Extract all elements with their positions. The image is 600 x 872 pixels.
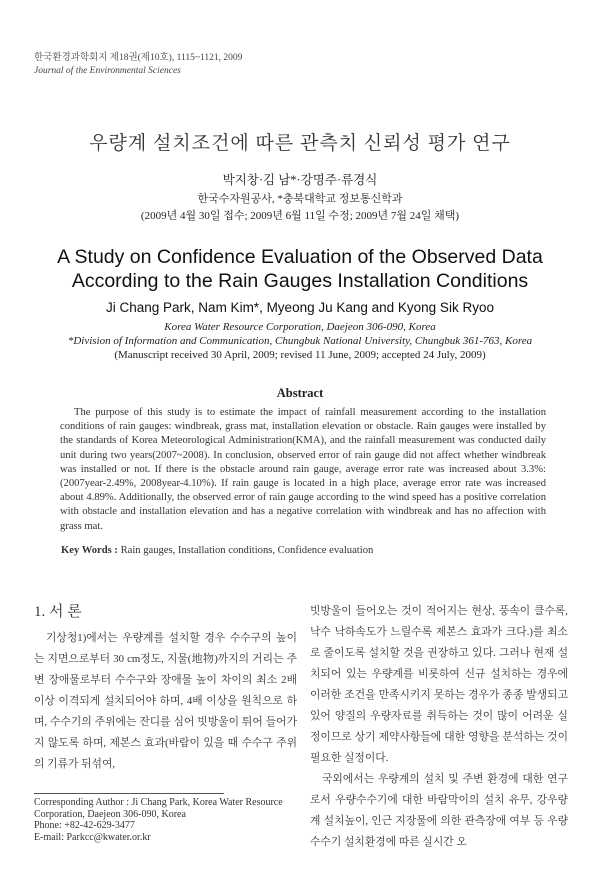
journal-citation: 한국환경과학회지 제18권(제10호), 1115~1121, 2009	[34, 53, 243, 63]
english-title-line-1: A Study on Confidence Evaluation of the Observed Data	[57, 246, 543, 268]
correspondence	[34, 797, 304, 843]
korean-authors: 박지창·김 남*·강명주·류경식	[222, 173, 378, 187]
korean-affiliation: 한국수자원공사, *충북대학교 정보통신학과	[197, 193, 403, 205]
footnote-rule	[34, 793, 224, 794]
english-title	[0, 245, 600, 293]
english-title-line-2: According to the Rain Gauges Installation Conditions	[71, 270, 529, 292]
english-affiliation	[0, 320, 600, 348]
correspondence-phone: Phone: +82-42-629-3477	[34, 820, 135, 831]
journal-header	[34, 52, 242, 78]
right-column-paragraph-1: 빗방울이 들어오는 것이 적어지는 현상, 풍속이 클수록, 낙수 낙하속도가 느릴수록 제본스 효과가 크다.)를 최소로 줄이도록 설치할 것을 권장하고 있다. 그러나 현재 설치되어 있는 우량계를 비롯하여 신규 설치하는 경우에 이러한 조건을 만족시키지 못하는 경우가 종종 발생되고 있어 양질의 우량자료를 취득하는 것이 많이 어려운 실정이므로 상기 제약사항들에 대한 영향을 분석하는 것이 필요한 실정이다.	[310, 605, 568, 764]
journal-name: Journal of the Environmental Sciences	[34, 66, 181, 76]
affiliation-1: Korea Water Resource Corporation, Daejeon 306-090, Korea	[164, 321, 436, 333]
keywords-label: Key Words :	[61, 545, 118, 556]
abstract-heading: Abstract	[276, 386, 324, 400]
keywords-value: Rain gauges, Installation conditions, Confidence evaluation	[120, 545, 374, 556]
korean-title: 우량계 설치조건에 따른 관측치 신뢰성 평가 연구	[89, 133, 511, 154]
left-column-text: 기상청1)에서는 우량계를 설치할 경우 수수구의 높이는 지면으로부터 30 cm정도, 지물(地物)까지의 거리는 주변 장애물로부터 수수구와 장애물 높이 차이의 최소 2배 이상 이격되게 설치되어야 하며, 4배 이상을 원칙으로 하며, 수수기의 주위에는 잔디를 심어 빗방울이 튀어 들어가지 않도록 하며, 제본스 효과(바람이 있을 때 수수구 주위의 기류가 뒤섞여,	[34, 632, 297, 770]
correspondence-author: Corresponding Author : Ji Chang Park, Korea Water Resource Corporation, Daejeon 306-090, Korea	[34, 797, 283, 820]
affiliation-2: *Division of Information and Communication, Chungbuk National University, Chungbuk 361-763, Korea	[67, 335, 533, 347]
abstract-text: The purpose of this study is to estimate the impact of rainfall measurement according to the installation conditions of rain gauges: windbreak, grass mat, installation elevation or obstacle. Rain gauges were installed by the standards of Korea Meteorological Administration(KMA), and the rainfall measurement was conducted daily unit during two years(2007~2008). In conclusion, observed error of rain gauge did not affect whether windbreak was installed or not. If there is the obstacle around rain gauge, average error rate was increased about 3.3%: (2007year-2.49%, 2008year-4.10%). If rain gauge is located in a high place, average error rate was increased about 4.89%. Additionally, the observed error of rain gauge according to the wind speed has a positive correlation with obstacle and installation elevation and has a negative correlation with windbreak and has no affection with grass mat.	[60, 407, 546, 532]
english-authors: Ji Chang Park, Nam Kim*, Myeong Ju Kang and Kyong Sik Ryoo	[106, 300, 494, 315]
keywords	[61, 545, 373, 556]
manuscript-dates: (Manuscript received 30 April, 2009; revised 11 June, 2009; accepted 24 July, 2009)	[114, 349, 486, 361]
right-column	[310, 601, 568, 853]
section-heading: 1. 서 론	[34, 604, 82, 620]
correspondence-email: E-mail: Parkcc@kwater.or.kr	[34, 831, 151, 843]
korean-dates: (2009년 4월 30일 접수; 2009년 6월 11일 수정; 2009년 7월 24일 채택)	[140, 210, 460, 222]
right-column-paragraph-2: 국외에서는 우량계의 설치 및 주변 환경에 대한 연구로서 우량수수기에 대한 바람막이의 설치 유무, 강우량계 설치높이, 인근 지장물에 의한 관측장애 여부 등 우량수수기 설치환경에 따른 실시간 오	[310, 773, 568, 848]
